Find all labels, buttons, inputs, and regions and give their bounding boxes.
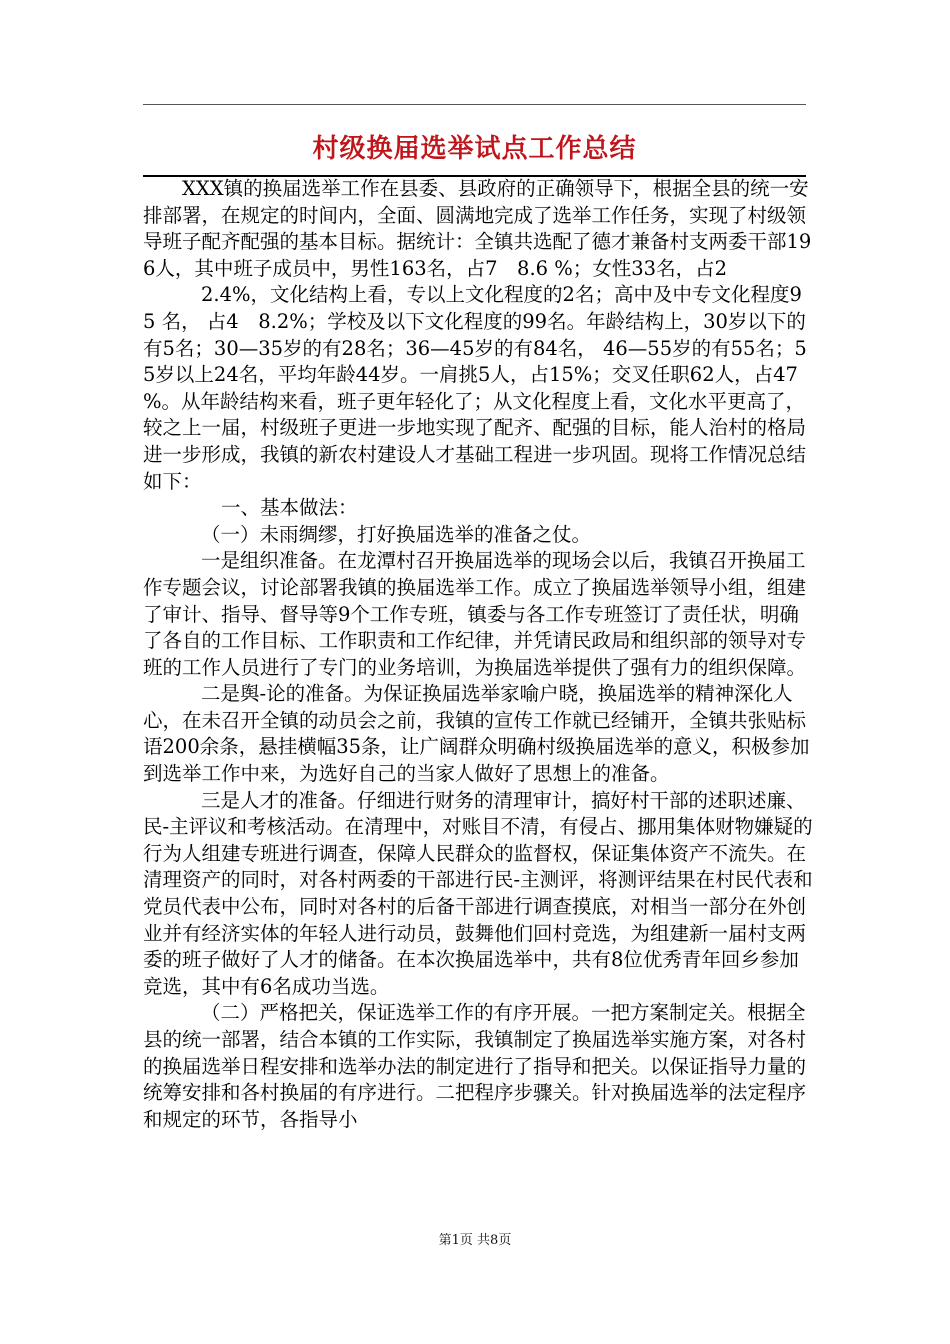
paragraph: 三是人才的准备。仔细进行财务的清理审计，搞好村干部的述职述廉、民-主评议和考核活动。在清理中，对账目不清，有侵占、挪用集体财物嫌疑的行为人组建专班进行调查，保障人民群众的监督权，保证集体资产不流失。在清理资产的同时，对各村两委的干部进行民-主测评，将测评结果在村民代表和党员代表中公布，同时对各村的后备干部进行调查摸底，对相当一部分在外创业并有经济实体的年轻人进行动员，鼓舞他们回村竞选，为组建新一届村支两委的班子做好了人才的储备。在本次换届选举中，共有8位优秀青年回乡参加竞选，其中有6名成功当选。 bbox=[143, 788, 813, 998]
document-body bbox=[143, 176, 813, 1133]
paragraph: 一是组织准备。在龙潭村召开换届选举的现场会以后，我镇召开换届工作专题会议，讨论部署我镇的换届选举工作。成立了换届选举领导小组，组建了审计、指导、督导等9个工作专班，镇委与各工作专班签订了责任状，明确了各自的工作目标、工作职责和工作纪律，并凭请民政局和组织部的领导对专班的工作人员进行了专门的业务培训，为换届选举提供了强有力的组织保障。 bbox=[143, 549, 807, 679]
paragraph: XXX镇的换届选举工作在县委、县政府的正确领导下，根据全县的统一安排部署，在规定的时间内，全面、圆满地完成了选举工作任务，实现了村级领导班子配齐配强的基本目标。据统计：全镇共选配了德才兼备村支两委干部196人，其中班子成员中，男性163名，占7 8.6 %；女性33名，占2 bbox=[143, 177, 812, 280]
paragraph: 二是舆-论的准备。为保证换届选举家喻户晓，换届选举的精神深化人心，在未召开全镇的动员会之前，我镇的宣传工作就已经铺开，全镇共张贴标语200余条，悬挂横幅35条，让广阔群众明确村级换届选举的意义，积极参加到选举工作中来，为选好自己的当家人做好了思想上的准备。 bbox=[143, 682, 810, 786]
paragraph: （二）严格把关，保证选举工作的有序开展。一把方案制定关。根据全县的统一部署，结合本镇的工作实际，我镇制定了换届选举实施方案，对各村的换届选举日程安排和选举办法的制定进行了指导和把关。以保证指导力量的统筹安排和各村换届的有序进行。二把程序步骤关。针对换届选举的法定程序和规定的环节，各指导小 bbox=[143, 1001, 807, 1131]
subsection-heading: （一）未雨绸缪，打好换届选举的准备之仗。 bbox=[201, 522, 592, 546]
paragraph: 2.4%，文化结构上看，专以上文化程度的2名；高中及中专文化程度95 名， 占4 8.2%；学校及以下文化程度的99名。年龄结构上，30岁以下的有5名；30—35岁的有28名；36—45岁的有84名， 46—55岁的有55名；55岁以上24名，平均年龄44岁。一肩挑5人，占15%；交叉任职62人，占47 %。从年龄结构来看，班子更年轻化了；从文化程度上看，文化水平更高了，较之上一届，村级班子更进一步地实现了配齐、配强的目标，能人治村的格局进一步形成，我镇的新农村建设人才基础工程进一步巩固。现将工作情况总结如下： bbox=[143, 283, 807, 493]
section-heading: 一、基本做法： bbox=[221, 496, 358, 520]
document-title: 村级换届选举试点工作总结 bbox=[312, 134, 637, 164]
page-footer: 第1页 共8页 bbox=[438, 1233, 512, 1248]
header-rule bbox=[143, 104, 806, 105]
